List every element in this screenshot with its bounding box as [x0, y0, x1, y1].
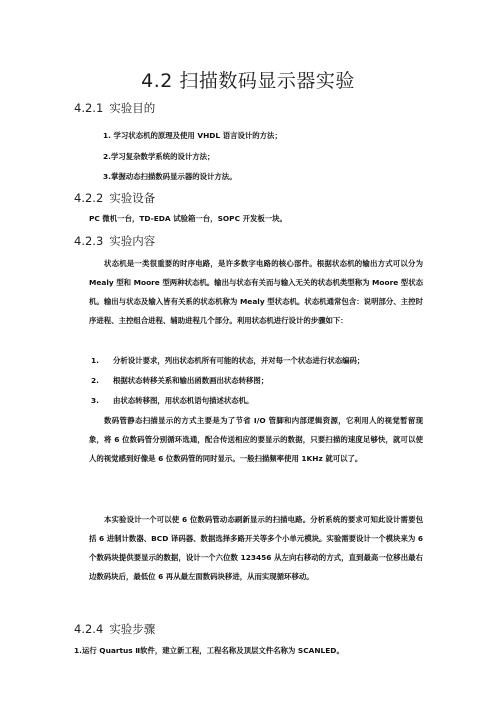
section-title: 实验设备 [109, 191, 156, 205]
section-number: 4.2.3 [74, 234, 104, 248]
step-text: 根据状态转移关系和输出函数画出状态转移图； [113, 376, 269, 385]
step-number: 2. [91, 376, 99, 385]
purpose-item-2: 2.学习复杂数学系统的设计方法； [103, 152, 215, 161]
section-heading-purpose [74, 100, 155, 116]
section-number: 4.2.4 [74, 622, 104, 636]
content-step-1 [91, 355, 364, 366]
section-title: 实验目的 [109, 101, 156, 115]
content-paragraph-1 [89, 254, 423, 330]
paragraph-text: 本实验设计一个可以使 6 位数码管动态刷新显示的扫描电路。分析系统的要求可知此设计需要包括 6 进制计数器、BCD 译码器、数据选择多路开关等多个小单元模块。实验需要设计一个模块来为 6 个数码块提供要显示的数据，设计一个六位数 123456 从左向右移动的方式，直到最高一位移出最右边数码块后，最低位 6 再从最左面数码块移进，从而实现循环移动。 [89, 515, 423, 581]
section-heading-equipment [74, 190, 155, 206]
section-number: 4.2.1 [74, 101, 104, 115]
purpose-item-3: 3.掌握动态扫描数码显示器的设计方法。 [103, 172, 237, 181]
content-step-3 [91, 395, 253, 406]
section-number: 4.2.2 [74, 191, 104, 205]
step-text: 由状态转移图，用状态机语句描述状态机。 [113, 396, 254, 405]
purpose-item-1: 1. 学习状态机的原理及使用 VHDL 语言设计的方法； [103, 131, 282, 140]
content-step-2 [91, 375, 268, 386]
paragraph-text: 数码管静态扫描显示的方式主要是为了节省 I/O 管脚和内部逻辑资源，它利用人的视觉暂留现象，将 6 位数码管分别循环选通，配合传送相应的要显示的数据，只要扫描的速度足够快，就可以使人的视觉感到好像是 6 位数码管的同时显示。一般扫描频率使用 1KHz 就可以了。 [89, 416, 423, 463]
section-heading-content [74, 233, 155, 249]
page-title: 4.2 扫描数码显示器实验 [141, 70, 355, 92]
procedure-step-1: 1.运行 Quartus Ⅱ软件，建立新工程，工程名称及顶层文件名称为 SCANLED。 [74, 646, 344, 655]
equipment-text: PC 微机一台，TD-EDA 试验箱一台，SOPC 开发板一块。 [89, 214, 287, 223]
step-text: 分析设计要求，列出状态机所有可能的状态，并对每一个状态进行状态编码； [113, 356, 365, 365]
section-title: 实验内容 [109, 234, 156, 248]
content-paragraph-3 [89, 510, 423, 586]
section-title: 实验步骤 [109, 622, 156, 636]
paragraph-text: 状态机是一类很重要的时序电路，是许多数字电路的核心部件。根据状态机的输出方式可以分为 Mealy 型和 Moore 型两种状态机。输出与状态有关而与输入无关的状态机类型称为 Moore 型状态机。输出与状态及输入皆有关系的状态机称为 Mealy 型状态机。状态机通常包含：说明部分、主控时序进程、主控组合进程、辅助进程几个部分。利用状态机进行设计的步骤如下： [89, 259, 423, 325]
section-heading-steps [74, 621, 155, 637]
step-number: 3. [91, 396, 99, 405]
content-paragraph-2 [89, 411, 423, 468]
step-number: 1. [91, 356, 99, 365]
